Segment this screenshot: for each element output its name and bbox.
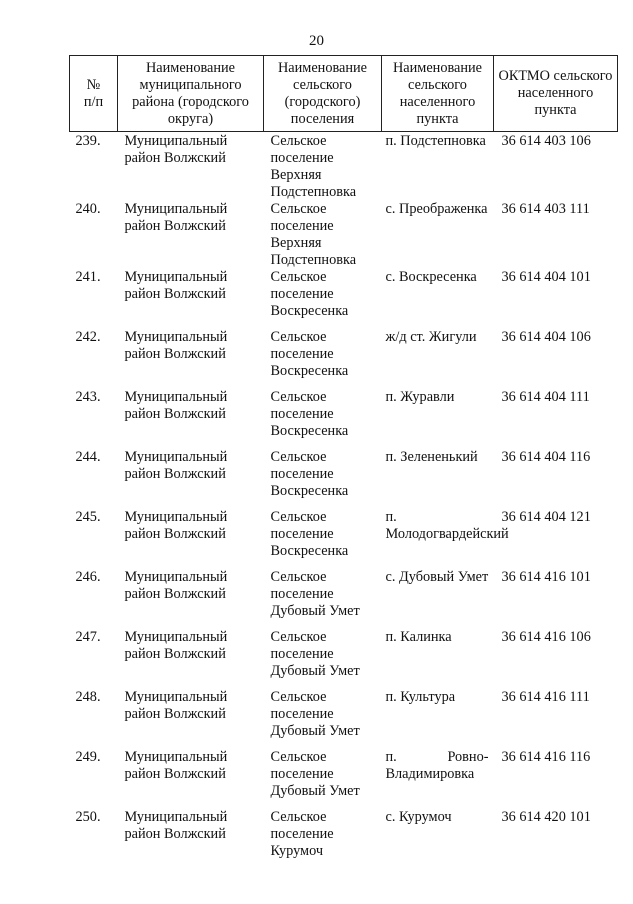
row-settlement: Сельское поселение Дубовый Умет — [270, 689, 360, 739]
row-settlement: Сельское поселение Воскресенка — [270, 269, 349, 319]
row-number: 244. — [75, 449, 101, 465]
row-settlement: Сельское поселение Верхняя Подстепновка — [270, 201, 357, 268]
row-oktmo: 36 614 404 121 — [501, 509, 591, 525]
row-settlement: Сельское поселение Воскресенка — [270, 389, 349, 439]
table-header-row — [70, 56, 618, 132]
table-row — [70, 269, 618, 329]
header-number-abbr: п/п — [83, 93, 104, 110]
header-number — [70, 56, 118, 132]
row-number: 243. — [75, 389, 101, 405]
row-locality: с. Курумоч — [385, 809, 452, 825]
row-oktmo: 36 614 403 106 — [501, 133, 591, 149]
header-oktmo: ОКТМО сельского населенного пункта — [494, 56, 618, 132]
row-oktmo: 36 614 420 101 — [501, 809, 591, 825]
row-number: 246. — [75, 569, 101, 585]
row-district: Муниципальный район Волжский — [124, 449, 228, 482]
row-number: 240. — [75, 201, 101, 217]
row-locality: ж/д ст. Жигули — [385, 329, 477, 345]
row-oktmo: 36 614 403 111 — [501, 201, 590, 217]
table-row — [70, 749, 618, 809]
row-oktmo: 36 614 404 111 — [501, 389, 590, 405]
row-settlement: Сельское поселение Дубовый Умет — [270, 569, 360, 619]
table-row — [70, 569, 618, 629]
row-locality: п. Калинка — [385, 629, 452, 645]
row-locality: с. Преображенка — [385, 201, 488, 217]
row-settlement: Сельское поселение Дубовый Умет — [270, 749, 360, 799]
table-row — [70, 449, 618, 509]
settlements-table — [69, 55, 618, 869]
row-settlement: Сельское поселение Воскресенка — [270, 449, 349, 499]
row-locality: с. Воскресенка — [385, 269, 477, 285]
row-district: Муниципальный район Волжский — [124, 201, 228, 234]
header-number-symbol: № — [86, 76, 101, 93]
row-number: 241. — [75, 269, 101, 285]
row-locality: п. Ровно-Владимировка — [385, 749, 489, 782]
header-district: Наименование муниципального района (городского округа) — [118, 56, 264, 132]
table-row — [70, 509, 618, 569]
row-oktmo: 36 614 416 106 — [501, 629, 591, 645]
row-settlement: Сельское поселение Верхняя Подстепновка — [270, 133, 357, 200]
header-settlement: Наименование сельского (городского) поселения — [264, 56, 382, 132]
table-row — [70, 389, 618, 449]
row-oktmo: 36 614 404 106 — [501, 329, 591, 345]
row-number: 245. — [75, 509, 101, 525]
table-row — [70, 629, 618, 689]
row-oktmo: 36 614 416 111 — [501, 689, 590, 705]
row-oktmo: 36 614 416 116 — [501, 749, 591, 765]
table-body — [70, 132, 618, 870]
row-district: Муниципальный район Волжский — [124, 509, 228, 542]
row-locality: п. Культура — [385, 689, 456, 705]
row-district: Муниципальный район Волжский — [124, 629, 228, 662]
row-district: Муниципальный район Волжский — [124, 569, 228, 602]
row-locality: с. Дубовый Умет — [385, 569, 489, 585]
row-district: Муниципальный район Волжский — [124, 749, 228, 782]
row-oktmo: 36 614 404 101 — [501, 269, 591, 285]
page-number: 20 — [309, 33, 324, 49]
row-locality: п. Зелененький — [385, 449, 478, 465]
row-district: Муниципальный район Волжский — [124, 269, 228, 302]
table-row — [70, 201, 618, 269]
row-district: Муниципальный район Волжский — [124, 809, 228, 842]
table-row — [70, 809, 618, 869]
row-number: 239. — [75, 133, 101, 149]
row-settlement: Сельское поселение Воскресенка — [270, 329, 349, 379]
row-locality: п. Журавли — [385, 389, 455, 405]
row-number: 249. — [75, 749, 101, 765]
row-settlement: Сельское поселение Воскресенка — [270, 509, 349, 559]
row-number: 242. — [75, 329, 101, 345]
table-row — [70, 329, 618, 389]
row-settlement: Сельское поселение Дубовый Умет — [270, 629, 360, 679]
row-oktmo: 36 614 404 116 — [501, 449, 591, 465]
table-row — [70, 132, 618, 202]
row-district: Муниципальный район Волжский — [124, 389, 228, 422]
row-number: 248. — [75, 689, 101, 705]
table-row — [70, 689, 618, 749]
row-locality: п. Молодогвардейский — [385, 509, 509, 542]
row-oktmo: 36 614 416 101 — [501, 569, 591, 585]
row-number: 247. — [75, 629, 101, 645]
header-locality: Наименование сельского населенного пункта — [382, 56, 494, 132]
row-district: Муниципальный район Волжский — [124, 133, 228, 166]
row-locality: п. Подстепновка — [385, 133, 486, 149]
row-number: 250. — [75, 809, 101, 825]
row-settlement: Сельское поселение Курумоч — [270, 809, 334, 859]
row-district: Муниципальный район Волжский — [124, 329, 228, 362]
row-district: Муниципальный район Волжский — [124, 689, 228, 722]
